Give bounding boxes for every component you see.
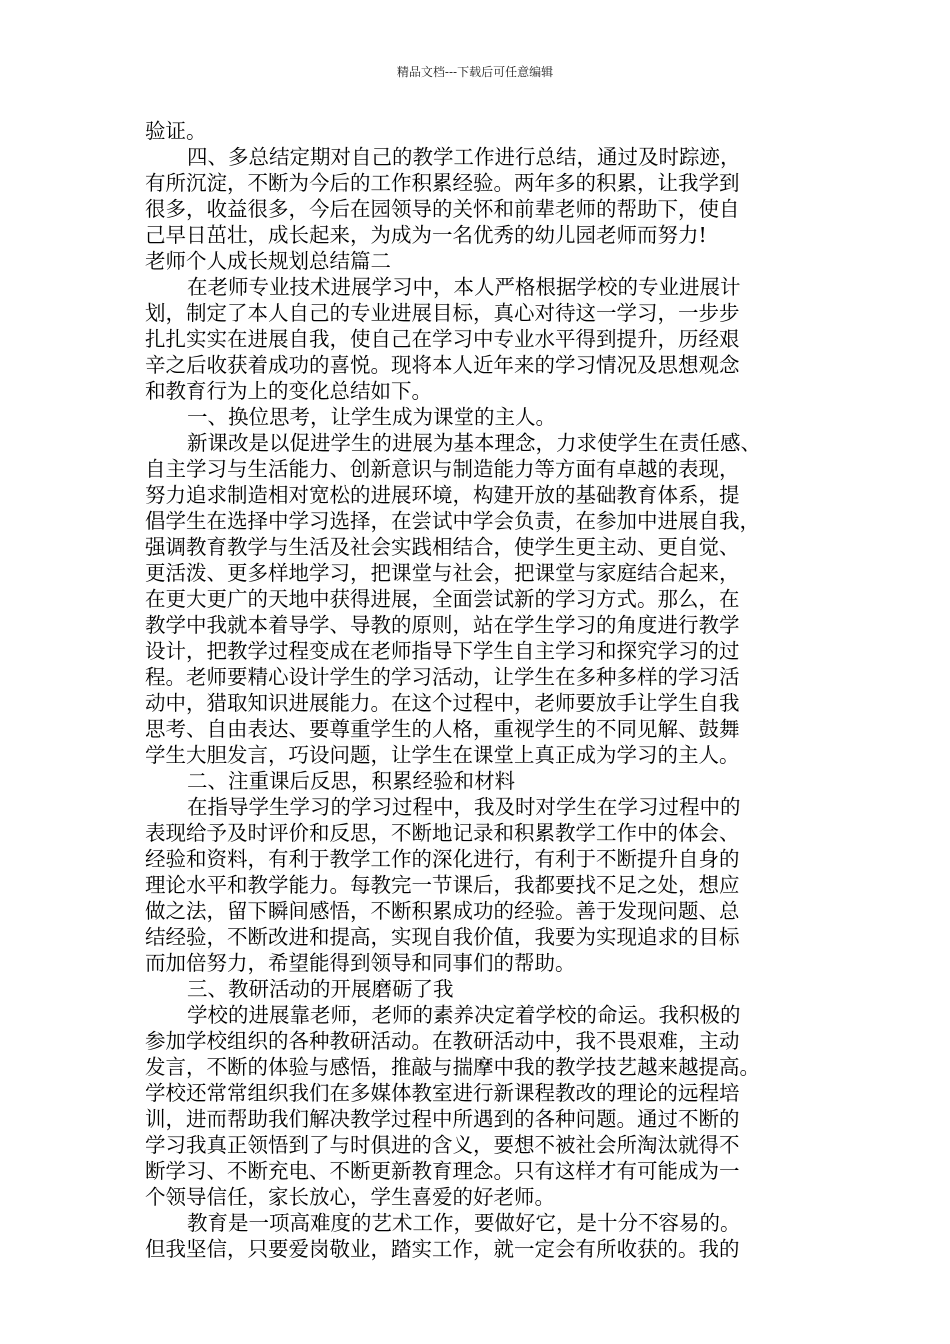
text-line: 二、注重课后反思，积累经验和材料	[187, 769, 515, 793]
text-line: 自主学习与生活能力、创新意识与制造能力等方面有卓越的表现，	[145, 457, 740, 481]
text-line: 和教育行为上的变化总结如下。	[145, 379, 432, 403]
text-line: 学习我真正领悟到了与时俱进的含义，要想不被社会所淘汰就得不	[145, 1133, 740, 1157]
text-line: 教育是一项高难度的艺术工作，要做好它，是十分不容易的。	[187, 1211, 741, 1235]
text-line: 理论水平和教学能力。每教完一节课后，我都要找不足之处，想应	[145, 873, 740, 897]
text-line: 努力追求制造相对宽松的进展环境，构建开放的基础教育体系，提	[145, 483, 740, 507]
text-line: 训，进而帮助我们解决教学过程中所遇到的各种问题。通过不断的	[145, 1107, 740, 1131]
text-line: 而加倍努力，希望能得到领导和同事们的帮助。	[145, 951, 576, 975]
text-line: 辛之后收获着成功的喜悦。现将本人近年来的学习情况及思想观念	[145, 353, 740, 377]
text-line: 在老师专业技术进展学习中，本人严格根据学校的专业进展计	[187, 275, 741, 299]
text-line: 教学中我就本着导学、导教的原则，站在学生学习的角度进行教学	[145, 613, 740, 637]
text-line: 划，制定了本人自己的专业进展目标，真心对待这一学习，一步步	[145, 301, 740, 325]
text-line: 经验和资料，有利于教学工作的深化进行，有利于不断提升自身的	[145, 847, 740, 871]
text-line: 更活泼、更多样地学习，把课堂与社会，把课堂与家庭结合起来，	[145, 561, 740, 585]
text-line: 新课改是以促进学生的进展为基本理念，力求使学生在责任感、	[187, 431, 761, 455]
text-line: 验证。	[145, 119, 207, 143]
text-line: 学生大胆发言，巧设问题，让学生在课堂上真正成为学习的主人。	[145, 743, 740, 767]
text-line: 参加学校组织的各种教研活动。在教研活动中，我不畏艰难，主动	[145, 1029, 740, 1053]
text-line: 个领导信任，家长放心，学生喜爱的好老师。	[145, 1185, 555, 1209]
text-line: 动中，猎取知识进展能力。在这个过程中，老师要放手让学生自我	[145, 691, 740, 715]
text-line: 很多，收益很多，今后在园领导的关怀和前辈老师的帮助下，使自	[145, 197, 740, 221]
text-line: 一、换位思考，让学生成为课堂的主人。	[187, 405, 556, 429]
text-line: 强调教育教学与生活及社会实践相结合，使学生更主动、更自觉、	[145, 535, 740, 559]
text-line: 学校的进展靠老师，老师的素养决定着学校的命运。我积极的	[187, 1003, 741, 1027]
page-header: 精品文档---下载后可任意编辑	[396, 65, 554, 79]
text-line: 四、多总结定期对自己的教学工作进行总结，通过及时踪迹，	[187, 145, 741, 169]
text-line: 断学习、不断充电、不断更新教育理念。只有这样才有可能成为一	[145, 1159, 740, 1183]
text-line: 思考、自由表达、要尊重学生的人格，重视学生的不同见解、鼓舞	[145, 717, 740, 741]
text-line: 三、教研活动的开展磨砺了我	[187, 977, 454, 1001]
text-line: 但我坚信，只要爱岗敬业，踏实工作，就一定会有所收获的。我的	[145, 1237, 740, 1261]
text-line: 扎扎实实在进展自我，使自己在学习中专业水平得到提升，历经艰	[145, 327, 740, 351]
text-line: 表现给予及时评价和反思，不断地记录和积累教学工作中的体会、	[145, 821, 740, 845]
text-line: 设计，把教学过程变成在老师指导下学生自主学习和探究学习的过	[145, 639, 740, 663]
document-body	[145, 118, 825, 1262]
text-line: 在指导学生学习的学习过程中，我及时对学生在学习过程中的	[187, 795, 741, 819]
text-line: 发言，不断的体验与感悟，推敲与揣摩中我的教学技艺越来越提高。	[145, 1055, 760, 1079]
text-line: 倡学生在选择中学习选择，在尝试中学会负责，在参加中进展自我，	[145, 509, 760, 533]
text-line: 老师个人成长规划总结篇二	[145, 249, 391, 273]
text-line: 有所沉淀，不断为今后的工作积累经验。两年多的积累，让我学到	[145, 171, 740, 195]
text-line: 己早日茁壮，成长起来，为成为一名优秀的幼儿园老师而努力!	[145, 223, 707, 247]
text-line: 做之法，留下瞬间感悟，不断积累成功的经验。善于发现问题、总	[145, 899, 740, 923]
text-line: 程。老师要精心设计学生的学习活动，让学生在多种多样的学习活	[145, 665, 740, 689]
text-line: 结经验，不断改进和提高，实现自我价值，我要为实现追求的目标	[145, 925, 740, 949]
text-line: 学校还常常组织我们在多媒体教室进行新课程教改的理论的远程培	[145, 1081, 740, 1105]
text-line: 在更大更广的天地中获得进展，全面尝试新的学习方式。那么，在	[145, 587, 740, 611]
